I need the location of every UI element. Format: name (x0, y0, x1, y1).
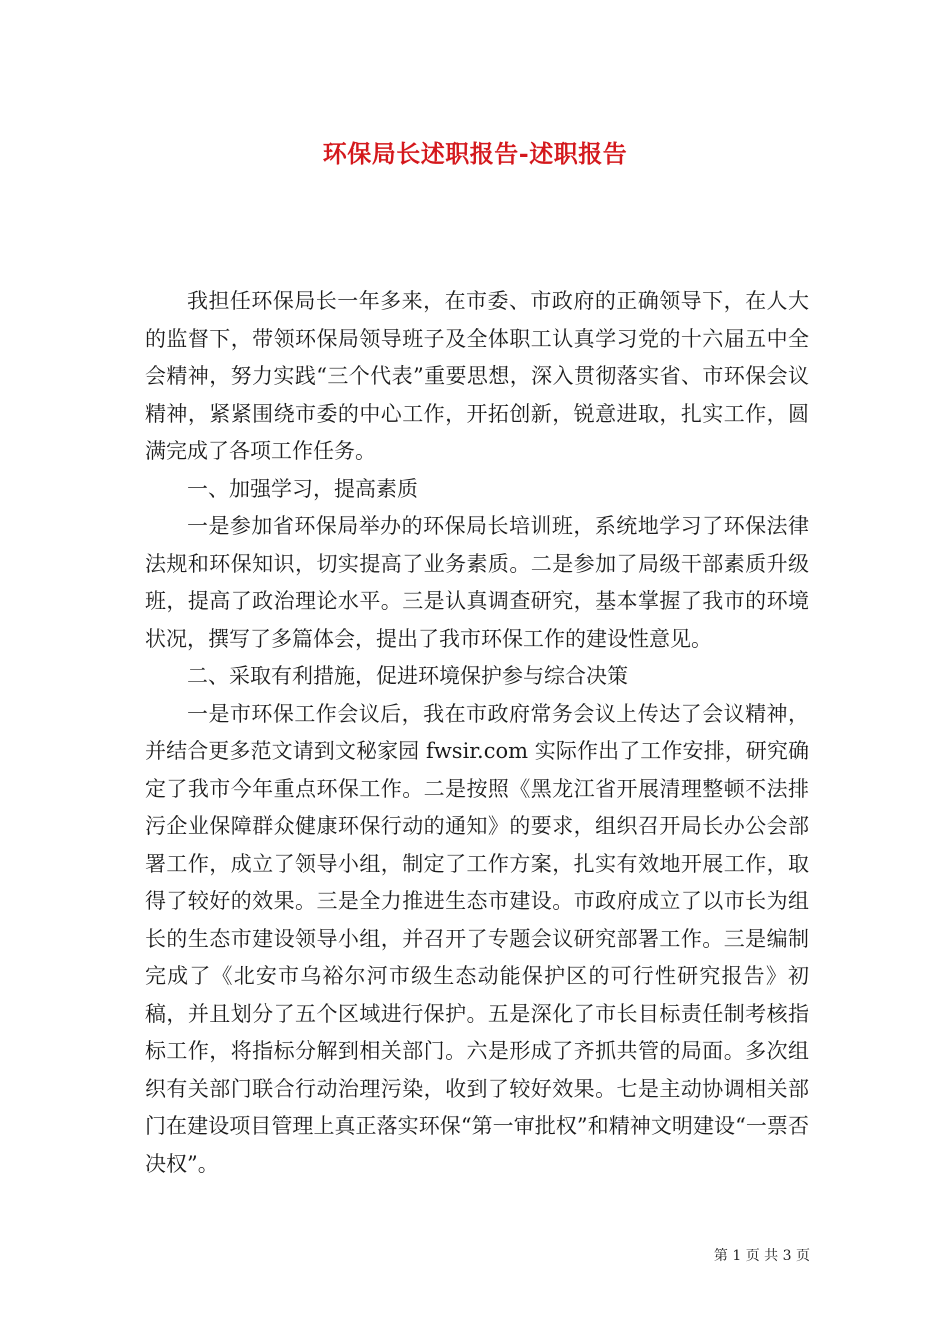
document-body (145, 283, 809, 1183)
paragraph-intro: 我担任环保局长一年多来，在市委、市政府的正确领导下，在人大的监督下，带领环保局领导班子及全体职工认真学习党的十六届五中全会精神，努力实践“三个代表”重要思想，深入贯彻落实省、市环保会议精神，紧紧围绕市委的中心工作，开拓创新，锐意进取，扎实工作，圆满完成了各项工作任务。 (145, 289, 809, 463)
paragraph-section-2: 一是市环保工作会议后，我在市政府常务会议上传达了会议精神，并结合更多范文请到文秘家园 fwsir.com 实际作出了工作安排，研究确定了我市今年重点环保工作。二是按照《黑龙江省开展清理整顿不法排污企业保障群众健康环保行动的通知》的要求，组织召开局长办公会部署工作，成立了领导小组，制定了工作方案，扎实有效地开展工作，取得了较好的效果。三是全力推进生态市建设。市政府成立了以市长为组长的生态市建设领导小组，并召开了专题会议研究部署工作。三是编制完成了《北安市乌裕尔河市级生态动能保护区的可行性研究报告》初稿，并且划分了五个区域进行保护。五是深化了市长目标责任制考核指标工作，将指标分解到相关部门。六是形成了齐抓共管的局面。多次组织有关部门联合行动治理污染，收到了较好效果。七是主动协调相关部门在建设项目管理上真正落实环保“第一审批权”和精神文明建设“一票否决权”。 (145, 701, 809, 1176)
page-number: 第 1 页 共 3 页 (713, 1248, 810, 1264)
section-heading-1: 一、加强学习，提高素质 (187, 476, 418, 501)
paragraph-section-1: 一是参加省环保局举办的环保局长培训班，系统地学习了环保法律法规和环保知识，切实提高了业务素质。二是参加了局级干部素质升级班，提高了政治理论水平。三是认真调查研究，基本掌握了我市的环境状况，撰写了多篇体会，提出了我市环保工作的建设性意见。 (145, 514, 809, 651)
section-heading-2: 二、采取有利措施，促进环境保护参与综合决策 (187, 664, 628, 688)
document-title: 环保局长述职报告-述职报告 (322, 139, 628, 168)
